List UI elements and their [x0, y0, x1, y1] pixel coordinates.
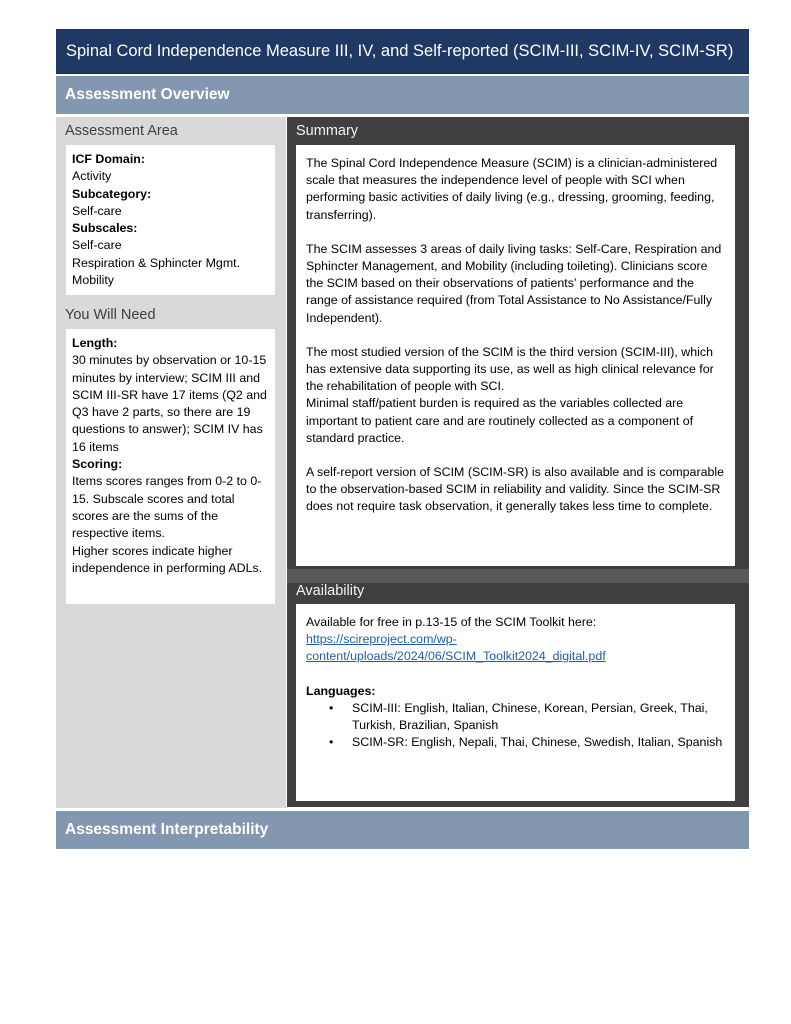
languages-label: Languages:	[306, 683, 376, 698]
subscales-label: Subscales:	[72, 221, 138, 236]
summary-box	[296, 145, 735, 566]
availability-strip	[287, 569, 749, 583]
assessment-area-box	[66, 145, 275, 295]
scoring-text: Items scores ranges from 0-2 to 0-15. Subscale scores and total scores are the sums of the respective items.	[72, 474, 262, 541]
subscale-item: Self-care	[72, 238, 122, 253]
subscale-item: Mobility	[72, 273, 114, 288]
assessment-area-heading: Assessment Area	[65, 123, 178, 139]
scoring-text-2: Higher scores indicate higher independence in performing ADLs.	[72, 543, 263, 575]
language-item: • SCIM-SR: English, Nepali, Thai, Chinese, Swedish, Italian, Spanish	[306, 734, 726, 751]
icf-domain-label: ICF Domain:	[72, 152, 145, 166]
summary-paragraph-3b: Minimal staff/patient burden is required as the variables collected are important to patient care and are routinely collected as a component of standard practice.	[306, 396, 694, 445]
availability-box	[296, 604, 735, 801]
you-will-need-heading: You Will Need	[65, 307, 156, 323]
summary-paragraph-2: The SCIM assesses 3 areas of daily living tasks: Self-Care, Respiration and Sphincter Management, and Mobility (including toileting). Clinicians score the SCIM based on their observations of patients’ performance and the range of assistance required (from Total Assistance to No Assistance/Fully Independent).	[306, 241, 722, 325]
assessment-overview-heading: Assessment Overview	[56, 76, 749, 114]
toolkit-link-line-2[interactable]: content/uploads/2024/06/SCIM_Toolkit2024_digital.pdf	[306, 649, 606, 664]
summary-paragraph-3a: The most studied version of the SCIM is the third version (SCIM-III), which has extensive data supporting its use, as well as high clinical relevance for the rehabilitation of people with SCI.	[306, 344, 714, 394]
subcategory-value: Self-care	[72, 203, 122, 218]
summary-heading: Summary	[296, 123, 359, 139]
summary-paragraph-4: A self-report version of SCIM (SCIM-SR) is also available and is comparable to the observation-based SCIM in reliability and validity. Since the SCIM-SR does not require task observation, it generally takes less time to complete.	[306, 465, 724, 514]
subcategory-label: Subcategory:	[72, 186, 152, 201]
toolkit-link-line-1[interactable]: https://scireproject.com/wp-	[306, 632, 457, 647]
availability-text: Available for free in p.13-15 of the SCIM Toolkit here:	[306, 615, 597, 629]
subscale-item: Respiration & Sphincter Mgmt.	[72, 255, 241, 270]
language-item: • SCIM-III: English, Italian, Chinese, Korean, Persian, Greek, Thai, Turkish, Brazilian, Spanish	[306, 700, 726, 734]
you-will-need-box	[66, 329, 275, 604]
length-text: 30 minutes by observation or 10-15 minutes by interview; SCIM III and SCIM III-SR have 17 items (Q2 and Q3 have 2 parts, so there are 19 questions to answer); SCIM IV has 16 items	[72, 353, 267, 454]
languages-list	[306, 700, 726, 752]
page-title: Spinal Cord Independence Measure III, IV, and Self-reported (SCIM-III, SCIM-IV, SCIM-SR)	[56, 29, 749, 74]
summary-paragraph-1: The Spinal Cord Independence Measure (SCIM) is a clinician-administered scale that measures the independence level of people with SCI when performing basic activities of daily living (e.g., dressing, grooming, feeding, transferring).	[306, 156, 718, 222]
availability-heading: Availability	[296, 583, 365, 599]
right-column	[287, 117, 749, 807]
left-column	[56, 117, 286, 808]
scoring-label: Scoring:	[72, 457, 123, 472]
length-label: Length:	[72, 336, 118, 350]
assessment-interpretability-heading: Assessment Interpretability	[56, 811, 749, 849]
icf-domain-value: Activity	[72, 169, 112, 184]
